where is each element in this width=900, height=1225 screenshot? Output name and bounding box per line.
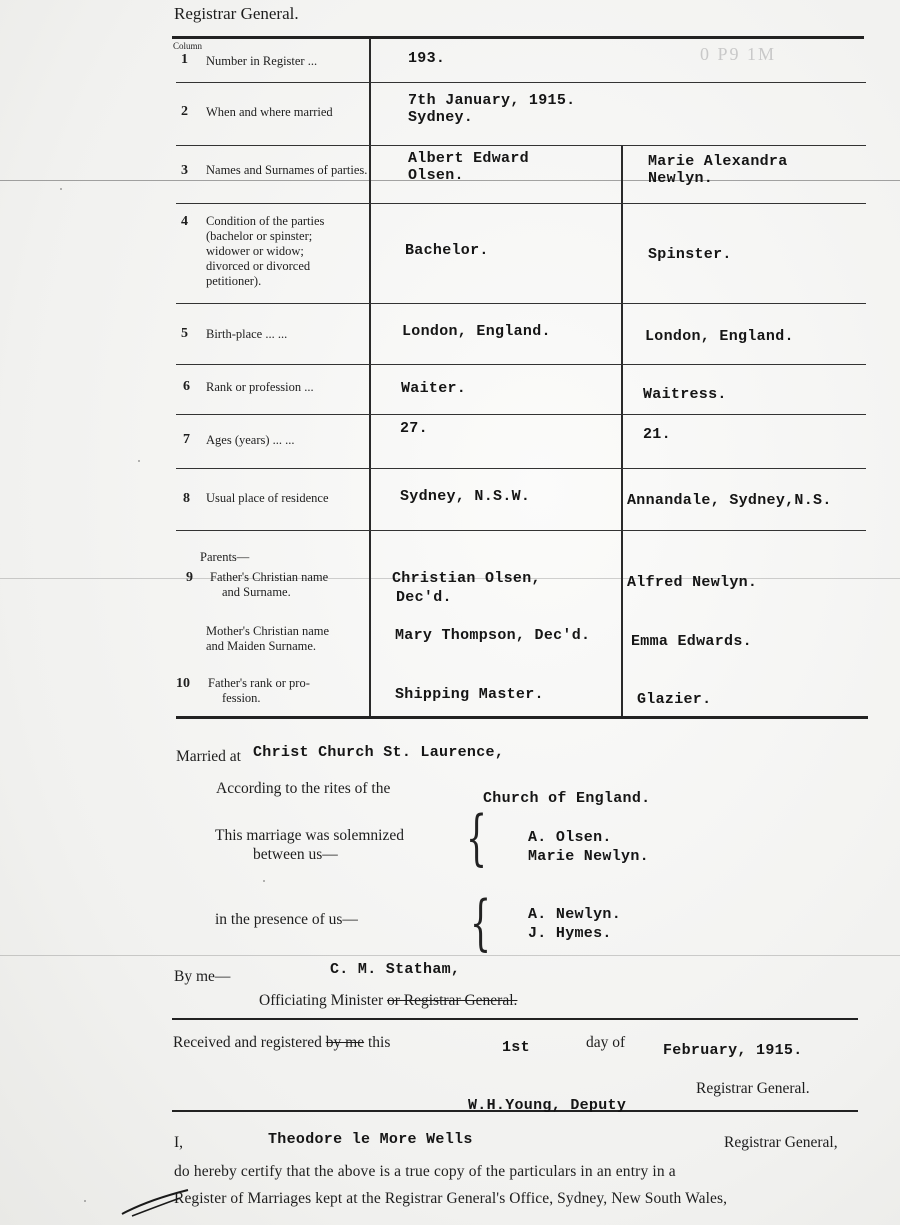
received-text: Received and registered [173,1034,322,1051]
groom-residence: Sydney, N.S.W. [400,488,531,505]
row-label-line: (bachelor or spinster; [206,229,313,243]
solemnized-label-line: between us— [253,846,338,863]
parents-heading: Parents— [200,550,250,564]
bride-profession: Waitress. [643,386,727,403]
row-rule [176,468,866,469]
minister-name: C. M. Statham, [330,961,461,978]
minister-title-struck: or Registrar General. [387,992,518,1009]
mother-label-line: Mother's Christian name [206,624,330,638]
bride-surname: Newlyn. [648,170,714,187]
row-label: When and where married [206,105,333,119]
rites-value: Church of England. [483,790,651,807]
row-label-line: Condition of the parties [206,214,325,228]
row-number: 9 [186,570,193,585]
father-rank-label-line: fession. [222,691,261,705]
row-rule [176,303,866,304]
groom-surname: Olsen. [408,167,464,184]
column-divider-parties [621,145,623,718]
row-number: 10 [176,676,190,691]
row-number: 8 [183,491,190,506]
row-rule [176,364,866,365]
groom-father-rank: Shipping Master. [395,686,544,703]
father-label-line: Father's Christian name [210,570,329,584]
by-me-struck: by me [325,1034,365,1051]
presence-label: in the presence of us— [215,911,358,928]
groom-age: 27. [400,420,428,437]
pen-tick-icon [118,1186,198,1220]
section-rule [172,1018,858,1020]
solemnized-label-line: This marriage was solemnized [215,827,404,844]
groom-father: Christian Olsen, [392,570,541,587]
bride-mother: Emma Edwards. [631,633,752,650]
table-top-rule [172,36,864,39]
row-number: 6 [183,379,190,394]
marriage-date: 7th January, 1915. [408,92,576,109]
father-label-line: and Surname. [222,585,291,599]
groom-father-status: Dec'd. [396,589,452,606]
brace-icon: { [470,888,492,958]
bride-condition: Spinster. [648,246,732,263]
row-rule [176,82,866,83]
deputy-signature: W.H.Young, Deputy [468,1097,627,1114]
day-of-label: day of [586,1034,626,1051]
row-label: Names and Surnames of parties. [206,163,368,177]
certification-line: do hereby certify that the above is a true copy of the particulars in an entry in a [174,1163,676,1180]
row-label-line: petitioner). [206,274,262,288]
bride-age: 21. [643,426,671,443]
certifier-i: I, [174,1134,184,1151]
witness-signature: J. Hymes. [528,925,612,942]
groom-name: Albert Edward [408,150,529,167]
column-heading: Column [173,41,203,51]
registrar-label: Registrar General. [696,1080,810,1097]
bride-father-rank: Glazier. [637,691,712,708]
witness-signature: A. Newlyn. [528,906,622,923]
row-number: 2 [181,104,188,119]
row-label-line: divorced or divorced [206,259,311,273]
married-at-label: Married at [176,748,241,765]
married-at-value: Christ Church St. Laurence, [253,744,505,761]
row-number: 4 [181,214,188,229]
groom-birthplace: London, England. [402,323,551,340]
received-label [173,1034,390,1052]
table-bottom-rule [176,716,868,719]
marriage-place: Sydney. [408,109,474,126]
bride-name: Marie Alexandra [648,153,788,170]
row-label: Number in Register ... [206,54,318,68]
party-signature: Marie Newlyn. [528,848,649,865]
row-rule [176,145,866,146]
row-rule [176,414,866,415]
mother-label-line: and Maiden Surname. [206,639,317,653]
father-rank-label-line: Father's rank or pro- [208,676,310,690]
groom-profession: Waiter. [401,380,467,397]
row-label: Birth-place ... ... [206,327,288,341]
row-rule [176,530,866,531]
speck [60,188,62,190]
row-number: 5 [181,326,188,341]
rites-label: According to the rites of the [216,780,391,797]
party-signature: A. Olsen. [528,829,612,846]
groom-condition: Bachelor. [405,242,489,259]
by-me-label: By me— [174,968,231,985]
header-authority: Registrar General. [174,4,299,23]
speck [138,460,140,462]
photocopy-streak [0,955,900,956]
minister-title-text: Officiating Minister [259,992,384,1009]
row-number: 1 [181,52,188,67]
row-label: Rank or profession ... [206,380,314,394]
bride-birthplace: London, England. [645,328,794,345]
brace-icon: { [466,803,488,873]
registration-date: February, 1915. [663,1042,803,1059]
row-label-line: widower or widow; [206,244,304,258]
row-number: 7 [183,432,190,447]
row-rule [176,203,866,204]
groom-mother: Mary Thompson, Dec'd. [395,627,591,644]
row-label: Usual place of residence [206,491,329,505]
registration-day: 1st [502,1039,530,1056]
certifier-name: Theodore le More Wells [268,1131,473,1148]
speck [84,1200,86,1202]
certifier-title: Registrar General, [724,1134,838,1151]
faint-stamp-mark: 0 P9 1M [700,44,777,64]
certification-line: Register of Marriages kept at the Registrar General's Office, Sydney, New South Wales, [174,1190,728,1207]
register-number: 193. [408,50,446,67]
column-divider-labels [369,38,371,718]
minister-title [259,992,517,1010]
row-label: Ages (years) ... ... [206,433,295,447]
bride-father: Alfred Newlyn. [627,574,758,591]
row-number: 3 [181,163,188,178]
speck [263,880,265,882]
bride-residence: Annandale, Sydney,N.S. [627,492,832,509]
this-text: this [367,1034,391,1051]
